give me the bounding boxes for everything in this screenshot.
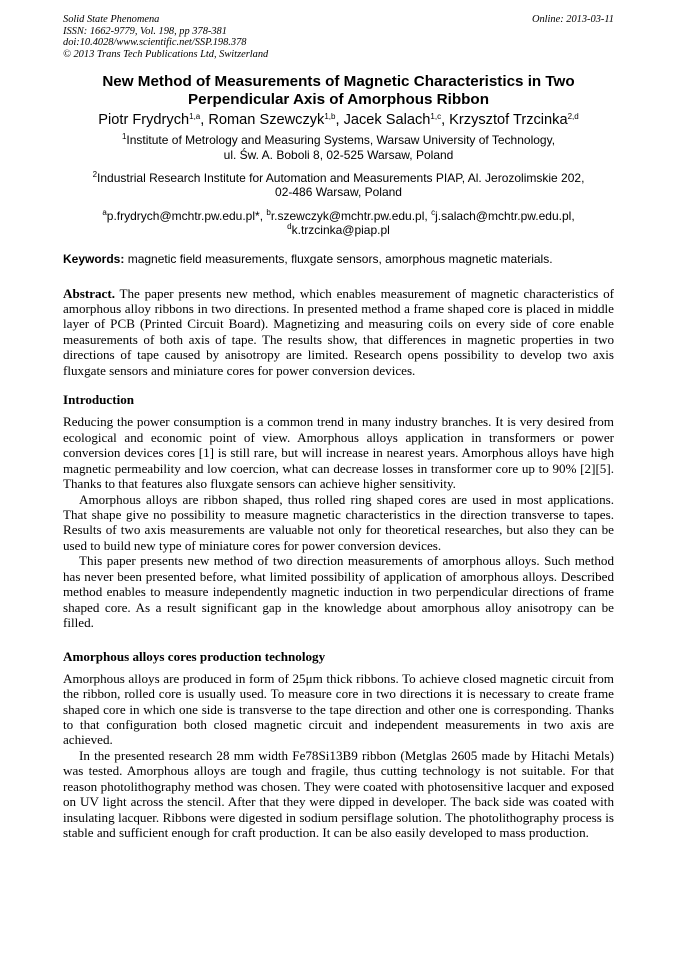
section-introduction xyxy=(63,414,614,630)
paragraph: This paper presents new method of two direction measurements of amorphous alloys. Such method has never been presented before, what limited possibility of application of amorphous alloys. Described method enables to measure independently magnetic induction in two perpendicular directions of frame shaped core. As a result significant gap in the knowledge about amorphous alloy anisotropy can be filled. xyxy=(63,553,614,631)
author-sup: 1,c xyxy=(430,112,442,122)
affiliation-line: ul. Św. A. Boboli 8, 02-525 Warsaw, Poland xyxy=(223,147,454,162)
author-name: Roman Szewczyk xyxy=(208,112,325,129)
section-production xyxy=(63,671,614,841)
affiliation-sup: 2 xyxy=(92,169,98,179)
affiliation-line: 02-486 Warsaw, Poland xyxy=(275,185,402,200)
author-name: Krzysztof Trzcinka xyxy=(449,112,568,129)
online-date: Online: 2013-03-11 xyxy=(531,14,614,25)
keywords-text: magnetic field measurements, fluxgate sensors, amorphous magnetic materials. xyxy=(124,251,553,266)
author: Roman Szewczyk$^{1,b}$, xyxy=(208,112,344,129)
keywords-label: Keywords: xyxy=(63,251,125,266)
abstract-label: Abstract. xyxy=(63,285,115,301)
affiliation xyxy=(63,133,614,162)
paragraph: Amorphous alloys are ribbon shaped, thus rolled ring shaped cores are used in most applications. That shape give no possibility to measure magnetic characteristics in the direction transverse to tapes. Results of two axis measurements are valuable not only for theoretical researches, but also they can be used to build new type of miniature cores for power conversion devices. xyxy=(63,491,614,553)
journal-doi: doi:10.4028/www.scientific.net/SSP.198.378 xyxy=(63,37,247,49)
email-link[interactable]: r.szewczyk@mchtr.pw.edu.pl xyxy=(270,208,425,223)
abstract xyxy=(63,286,614,379)
paragraph: Reducing the power consumption is a common trend in many industry branches. It is very desired from ecological and economic point of view. Amorphous alloys application in transformers or power conversion devices cores [1] is still rare, but will increase in nearest years. Amorphous alloys have high magnetic permeability and low coercion, what can decrease losses in transformer core up to 90% [2][5]. Thanks to that features also fluxgate sensors can achieve higher sensitivity. xyxy=(63,414,614,492)
paragraph: Amorphous alloys are produced in form of 25μm thick ribbons. To achieve closed magnetic circuit from the ribbon, rolled core is usually used. To measure core in two directions it is necessary to create frame shaped core in which one side is transverse to the tape direction and other one is corresponding. Thanks to that configuration both closed magnetic circuit and independent measurements in two axis are achieved. xyxy=(63,670,614,748)
email-link[interactable]: p.frydrych@mchtr.pw.edu.pl* xyxy=(106,208,260,223)
abstract-text: The paper presents new method, which enables measurement of magnetic characteristics of amorphous alloy ribbons in two directions. In presented method a frame shaped core is placed in middle layer of PCB (Printed Circuit Board). Magnetizing and measuring coils on every side of core enable measurements of both axis of tape. The results show, that differences in magnetic properties in two directions of tape caused by anisotropy are limited. Research opens possibility to develop two axis fluxgate sensors and miniature cores for power conversion devices. xyxy=(63,285,614,378)
author-name: Jacek Salach xyxy=(343,112,431,129)
section-heading-introduction: Introduction xyxy=(63,392,135,408)
keywords xyxy=(63,252,614,267)
affiliation xyxy=(63,171,614,200)
author-sup: 2,d xyxy=(567,112,579,122)
author xyxy=(449,112,579,128)
journal-issn: ISSN: 1662-9779, Vol. 198, pp 378-381 xyxy=(63,25,227,37)
email-link[interactable]: j.salach@mchtr.pw.edu.pl xyxy=(435,208,572,223)
affiliation-line: Industrial Research Institute for Automation and Measurements PIAP, Al. Jerozolimskie 202, xyxy=(97,170,585,185)
paper-page xyxy=(63,14,614,841)
paper-title: New Method of Measurements of Magnetic Characteristics in Two Perpendicular Axis of Amorphous Ribbon xyxy=(102,73,575,108)
author-list xyxy=(63,111,614,129)
author-sup: 1,a xyxy=(189,112,201,122)
affiliation-sup: 1 xyxy=(121,132,127,142)
email-list: $^a$p.frydrych@mchtr.pw.edu.pl*, $^b$r.szewczyk@mchtr.pw.edu.pl, $^c$j.salach@mchtr.pw.edu.pl, $^d$k.trzcinka@piap.pl xyxy=(102,207,575,238)
author: Piotr Frydrych$^{1,a}$, xyxy=(98,112,209,129)
section-heading-production: Amorphous alloys cores production technology xyxy=(63,648,326,664)
journal-name: Solid State Phenomena xyxy=(63,14,160,25)
paragraph: In the presented research 28 mm width Fe78Si13B9 ribbon (Metglas 2605 made by Hitachi Metals) was tested. Amorphous alloys are tough and fragile, thus cutting technology is not suitable. For that reason photolithography method was chosen. They were coated with photosensitive lacquer and exposed on UV light across the stencil. After that they were dipped in developer. The back side was coated with insulating lacquer. Ribbons were digested in sodium persiflage solution. The photolithography process is stable and sufficient enough for craft production. It can be also easily developed to mass production. xyxy=(63,747,614,841)
author-sup: 1,b xyxy=(324,112,336,122)
author: Jacek Salach$^{1,c}$, xyxy=(343,112,450,129)
affiliation-line: Institute of Metrology and Measuring Systems, Warsaw University of Technology, xyxy=(126,133,556,148)
email-link[interactable]: k.trzcinka@piap.pl xyxy=(291,223,390,238)
author-name: Piotr Frydrych xyxy=(98,112,190,129)
journal-copyright: © 2013 Trans Tech Publications Ltd, Switzerland xyxy=(63,48,269,60)
journal-header xyxy=(63,14,614,60)
